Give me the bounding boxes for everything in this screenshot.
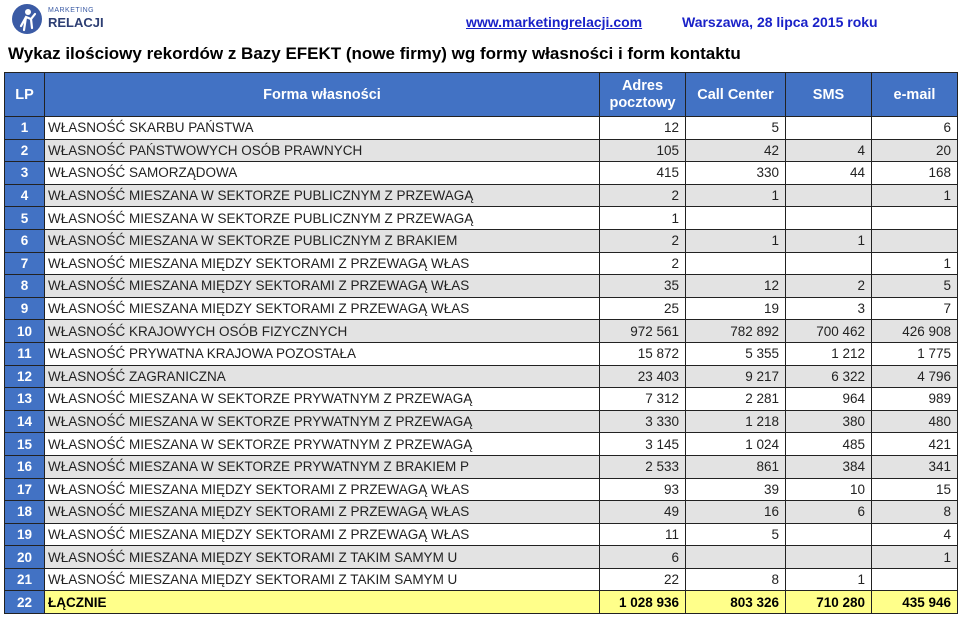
cell-forma: WŁASNOŚĆ MIESZANA MIĘDZY SEKTORAMI Z PRZEWAGĄ WŁAS [45,501,600,524]
cell-forma: WŁASNOŚĆ MIESZANA W SEKTORZE PUBLICZNYM Z PRZEWAGĄ [45,184,600,207]
cell-sms [786,252,872,275]
cell-email: 8 [872,501,958,524]
cell-lp: 18 [5,501,45,524]
col-adres-line2: pocztowy [609,94,676,111]
cell-lp: 6 [5,229,45,252]
table-row [5,297,958,320]
cell-adres: 2 533 [600,455,686,478]
table-row [5,388,958,411]
cell-forma: WŁASNOŚĆ PRYWATNA KRAJOWA POZOSTAŁA [45,342,600,365]
cell-email: 20 [872,139,958,162]
cell-email: 4 [872,523,958,546]
table-row [5,117,958,140]
cell-forma: WŁASNOŚĆ KRAJOWYCH OSÓB FIZYCZNYCH [45,320,600,343]
cell-email [872,229,958,252]
cell-lp: 7 [5,252,45,275]
cell-forma: WŁASNOŚĆ MIESZANA MIĘDZY SEKTORAMI Z PRZEWAGĄ WŁAS [45,523,600,546]
cell-forma: WŁASNOŚĆ MIESZANA W SEKTORZE PRYWATNYM Z PRZEWAGĄ [45,433,600,456]
table-row [5,568,958,591]
cell-sms: 1 212 [786,342,872,365]
cell-forma: WŁASNOŚĆ PAŃSTWOWYCH OSÓB PRAWNYCH [45,139,600,162]
cell-sms: 1 [786,229,872,252]
cell-forma: WŁASNOŚĆ MIESZANA MIĘDZY SEKTORAMI Z TAKIM SAMYM U [45,568,600,591]
cell-adres: 1 [600,207,686,230]
cell-forma: WŁASNOŚĆ MIESZANA W SEKTORZE PUBLICZNYM Z PRZEWAGĄ [45,207,600,230]
cell-call: 2 281 [686,388,786,411]
cell-adres: 7 312 [600,388,686,411]
col-adres-header [600,73,686,117]
cell-email: 168 [872,162,958,185]
table-row [5,184,958,207]
total-sms: 710 280 [786,591,872,614]
table-row [5,275,958,298]
cell-email: 7 [872,297,958,320]
cell-call: 5 355 [686,342,786,365]
cell-call: 5 [686,117,786,140]
cell-forma: WŁASNOŚĆ MIESZANA MIĘDZY SEKTORAMI Z TAKIM SAMYM U [45,546,600,569]
cell-call: 330 [686,162,786,185]
cell-adres: 3 145 [600,433,686,456]
table-row [5,433,958,456]
cell-adres: 2 [600,252,686,275]
cell-call: 12 [686,275,786,298]
cell-email [872,568,958,591]
logo-small-text: MARKETING [48,7,95,14]
cell-call: 1 [686,184,786,207]
cell-call: 39 [686,478,786,501]
cell-email [872,207,958,230]
table-header-row [5,73,958,117]
total-row [5,591,958,614]
brand-logo [8,4,118,38]
cell-adres: 972 561 [600,320,686,343]
cell-adres: 2 [600,229,686,252]
cell-call [686,252,786,275]
cell-call: 16 [686,501,786,524]
cell-call: 1 218 [686,410,786,433]
cell-email: 989 [872,388,958,411]
col-forma-header: Forma własności [45,73,600,117]
cell-lp: 8 [5,275,45,298]
cell-call: 19 [686,297,786,320]
cell-sms: 4 [786,139,872,162]
cell-adres: 93 [600,478,686,501]
table-row [5,523,958,546]
cell-lp: 17 [5,478,45,501]
cell-lp: 9 [5,297,45,320]
cell-sms: 44 [786,162,872,185]
cell-email: 421 [872,433,958,456]
col-lp-header: LP [5,73,45,117]
cell-lp: 4 [5,184,45,207]
cell-adres: 415 [600,162,686,185]
cell-email: 1 775 [872,342,958,365]
cell-email: 1 [872,184,958,207]
cell-call: 861 [686,455,786,478]
cell-lp: 15 [5,433,45,456]
cell-forma: WŁASNOŚĆ MIESZANA MIĘDZY SEKTORAMI Z PRZEWAGĄ WŁAS [45,252,600,275]
table-row [5,252,958,275]
cell-lp: 12 [5,365,45,388]
cell-sms: 1 [786,568,872,591]
cell-sms [786,184,872,207]
cell-lp: 1 [5,117,45,140]
cell-lp: 2 [5,139,45,162]
table-row [5,320,958,343]
cell-call: 5 [686,523,786,546]
total-forma: ŁĄCZNIE [45,591,600,614]
cell-sms: 6 322 [786,365,872,388]
cell-email: 341 [872,455,958,478]
cell-lp: 13 [5,388,45,411]
logo-figure-icon [12,4,42,34]
cell-email: 15 [872,478,958,501]
table-row [5,455,958,478]
cell-email: 426 908 [872,320,958,343]
cell-forma: WŁASNOŚĆ MIESZANA W SEKTORZE PUBLICZNYM Z BRAKIEM [45,229,600,252]
table-row [5,410,958,433]
cell-email: 6 [872,117,958,140]
cell-adres: 105 [600,139,686,162]
cell-call [686,207,786,230]
cell-call: 8 [686,568,786,591]
total-call: 803 326 [686,591,786,614]
cell-sms: 384 [786,455,872,478]
col-adres-line1: Adres [621,77,664,94]
cell-forma: WŁASNOŚĆ SKARBU PAŃSTWA [45,117,600,140]
cell-lp: 21 [5,568,45,591]
cell-call: 42 [686,139,786,162]
col-email-header: e-mail [872,73,958,117]
table-row [5,501,958,524]
cell-sms [786,546,872,569]
cell-forma: WŁASNOŚĆ ZAGRANICZNA [45,365,600,388]
cell-adres: 23 403 [600,365,686,388]
cell-adres: 3 330 [600,410,686,433]
cell-forma: WŁASNOŚĆ MIESZANA MIĘDZY SEKTORAMI Z PRZEWAGĄ WŁAS [45,478,600,501]
table-row [5,342,958,365]
table-row [5,478,958,501]
cell-forma: WŁASNOŚĆ MIESZANA W SEKTORZE PRYWATNYM Z PRZEWAGĄ [45,410,600,433]
table-row [5,365,958,388]
cell-adres: 49 [600,501,686,524]
cell-email: 5 [872,275,958,298]
cell-lp: 19 [5,523,45,546]
cell-email: 4 796 [872,365,958,388]
cell-lp: 11 [5,342,45,365]
cell-lp: 10 [5,320,45,343]
cell-sms: 485 [786,433,872,456]
cell-sms [786,523,872,546]
cell-sms: 380 [786,410,872,433]
cell-forma: WŁASNOŚĆ MIESZANA W SEKTORZE PRYWATNYM Z BRAKIEM P [45,455,600,478]
total-email: 435 946 [872,591,958,614]
cell-lp: 16 [5,455,45,478]
records-table [4,72,958,614]
cell-sms: 6 [786,501,872,524]
cell-call: 782 892 [686,320,786,343]
cell-email: 1 [872,252,958,275]
cell-forma: WŁASNOŚĆ MIESZANA MIĘDZY SEKTORAMI Z PRZEWAGĄ WŁAS [45,297,600,320]
table-row [5,162,958,185]
cell-lp: 3 [5,162,45,185]
table-row [5,229,958,252]
cell-adres: 2 [600,184,686,207]
total-adres: 1 028 936 [600,591,686,614]
cell-adres: 6 [600,546,686,569]
cell-call: 1 [686,229,786,252]
total-lp: 22 [5,591,45,614]
cell-call: 1 024 [686,433,786,456]
cell-sms: 964 [786,388,872,411]
col-sms-header: SMS [786,73,872,117]
cell-forma: WŁASNOŚĆ SAMORZĄDOWA [45,162,600,185]
cell-sms [786,207,872,230]
cell-adres: 11 [600,523,686,546]
cell-lp: 5 [5,207,45,230]
page-title: Wykaz ilościowy rekordów z Bazy EFEKT (nowe firmy) wg formy własności i form kontaktu [8,44,741,63]
cell-email: 1 [872,546,958,569]
cell-sms: 10 [786,478,872,501]
cell-forma: WŁASNOŚĆ MIESZANA W SEKTORZE PRYWATNYM Z PRZEWAGĄ [45,388,600,411]
cell-adres: 25 [600,297,686,320]
cell-adres: 35 [600,275,686,298]
logo-big-text: RELACJI [48,15,104,30]
cell-lp: 20 [5,546,45,569]
col-call-header: Call Center [686,73,786,117]
cell-lp: 14 [5,410,45,433]
cell-sms: 2 [786,275,872,298]
dateline: Warszawa, 28 lipca 2015 roku [682,14,878,30]
cell-sms: 3 [786,297,872,320]
cell-call [686,546,786,569]
table-row [5,546,958,569]
cell-forma: WŁASNOŚĆ MIESZANA MIĘDZY SEKTORAMI Z PRZEWAGĄ WŁAS [45,275,600,298]
table-row [5,207,958,230]
cell-call: 9 217 [686,365,786,388]
cell-adres: 22 [600,568,686,591]
cell-sms [786,117,872,140]
site-link[interactable]: www.marketingrelacji.com [466,14,643,30]
table-row [5,139,958,162]
cell-adres: 15 872 [600,342,686,365]
cell-sms: 700 462 [786,320,872,343]
cell-email: 480 [872,410,958,433]
cell-adres: 12 [600,117,686,140]
